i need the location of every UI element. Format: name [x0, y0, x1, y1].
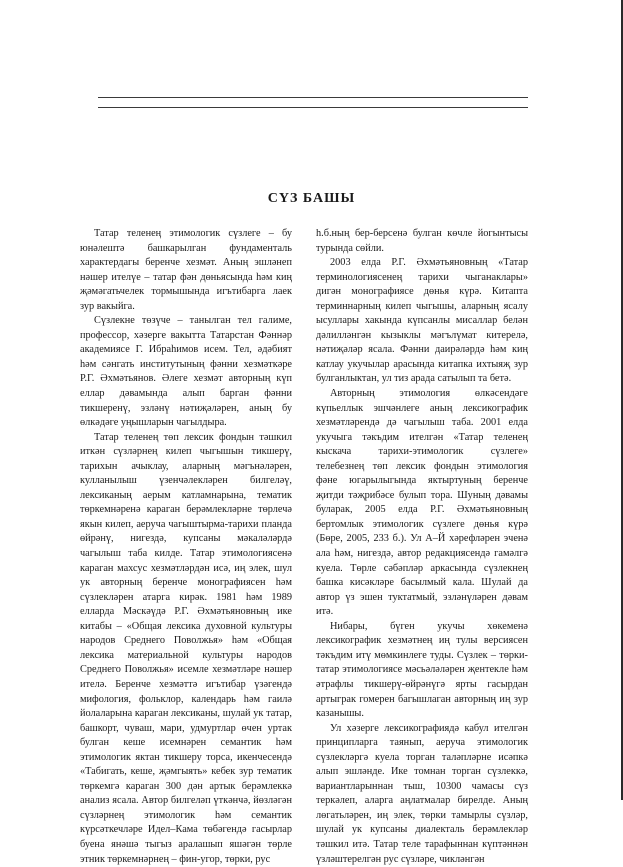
header-rule-bottom — [98, 107, 528, 108]
paragraph: Авторның этимология өлкәсендәге күпьеллык эшчәнлеге аның лексикографик хезмәтләрендә дә чагылыш таба. 2001 елда укучыга тәкъдим ителгән «Татар теленең кыскача тарихи-этимологик сүзлеге» телебезнең төп лексик фондын этимология фәне югарылыгында яктыртуның беренче җитди тәҗрибәсе булып тора. Шуның дәвамы буларак, 2005 елда Р.Г. Әхмәтьяновның бертомлык этимологик сүзлеге дөнья күрә (Бөре, 2005, 233 б.). Ул А–Й хәрефләрен эченә ала һәм, нигездә, автор редакциясендә гамәлгә куела. Төрле сәбәпләр аркасында сүзлекнең башка кисәкләре басылмый кала. Шулай да автор үз эшен туктатмый, эзләнүләрен дәвам итә. — [316, 388, 528, 618]
paragraph: 2003 елда Р.Г. Әхмәтьяновның «Татар терминологиясенең тарихи чыганаклары» дигән монографиясе дөнья күрә. Китапта терминнарның килеп чыгышы, аларның ясалу ысуллары хакында күпсанлы мисаллар белән дәлилләнгән кызыклы мәгълүмат китерелә, нәтиҗәләр ясала. Фәнни даирәләрдә һәм киң катлау укучылар арасында китапка ихтыяҗ зур булганлыктан, ул тиз арада сатылып та бетә. — [316, 257, 528, 385]
paragraph: Сүзлекне төзүче – танылган тел галиме, профессор, хәзерге вакытта Татарстан Фәннәр академиясе Г. Ибраһимов исем. Тел, әдәбият һәм сәнгать институтының фәнни хезмәткәре Р.Г. Әхмәтьянов. Әлеге хезмәт авторның күп еллар дәвамында алып барган фәнни тикшеренү, эзләнү нәтиҗәләрен, аның бу өлкәдәге уңышларын чагылдыра. — [80, 315, 292, 429]
paragraph: Ул хәзерге лексикографиядә кабул ителгән принципларга таянып, аеруча этимологик сүзлекләргә куела торган таләпләрне исәпкә алып эшләнде. Ике томнан торган сүзлеккә, вариантларыннан тыш, 10300 чамасы сүз теркәлеп, аларга аңлатмалар бирелде. Аның лөгатьләрен, иң элек, төрки тамырлы сүзләр, шулай ук купсаны диалекталь берәмлекләр тәшкил итә. Татар теле тарафыннан күптәннән үзләштерелгән рус сүзләре, чикләнгән — [316, 722, 528, 865]
paragraph: Татар теленең төп лексик фондын тәшкил иткән сүзләрнең килеп чыгышын тикшерү, тарихын ачыклау, аларның мәгънәләрен, кулланылыш үзенчәлекләрен билгеләү, лексиканың аерым катламнарына, тематик төркемнәренә караган берәмлекләрне төрлечә якын килеп, аеруча чагыштырма-тарихи планда өйрәнү, нигездә, купсаны мәкаләләрдә чагылыш таба килде. Татар этимологиясенә караган махсус хезмәтләрдән исә, иң элек, шул ук авторның беренче монографиясен һәм сүзлекләрен атарга кирәк. 1981 һәм 1989 елларда Мәскәүдә Р.Г. Әхмәтьяновның ике китабы – «Общая лексика духовной культуры народов Среднего Поволжья» һәм «Общая лексика материальной культуры народов Среднего Поволжья» исемле хезмәтләре нәшер ителә. Беренче хезмәттә игътибар үзәгендә мифология, фольклор, календарь һәм гаилә йолаларына караган лексиканы, шулай ук татар, башкорт, чуваш, мари, удмуртлар өчен уртак булган кеше исемнәрен семантик һәм этимологик яктан тикшеру торса, икенчесендә «Табигать, кеше, җәмгыять» кебек зур тематик төркемгә караган 300 дән артык берәмлеккә анализ ясала. Автор билгеләп үткәнчә, йөзләгән сүзләрнең этимологик һәм семантик күрсәткечләре Идел–Кама төбәгендә гасырлар буена янәшә тыгыз аралашып яшәгән төрле этник төркемнәрнең – фин-угор, төрки, рус — [80, 431, 292, 865]
right-column — [316, 227, 528, 867]
paragraph: h.б.ның бер-берсенә булган көчле йогынтысы турында сөйли. — [316, 228, 528, 254]
paragraph: Татар теленең этимологик сүзлеге – бу юнәлештә башкарылган фундаменталь характердагы беренче хезмәт. Аның эшләнеп нәшер ителүе – татар фән дөньясында һәм киң җәмәгатьчелек тормышында игътибарга лаек зур вакыйга. — [80, 228, 292, 312]
paragraph: Нибары, бүген укучы хөкеменә лексикографик хезмәтнең иң тулы версиясен тәкъдим итү мөмкинлеге туды. Сүзлек – төрки-татар этимологиясе мәсьәләләрен җентекле һәм әтрафлы тикшерү-өйрәнүгә ярты гасырдан артыграк гомерен багышлаган авторның иң зур казанышы. — [316, 620, 528, 720]
left-column — [80, 227, 292, 867]
page-title: СҮЗ БАШЫ — [267, 191, 356, 206]
header-rule-top — [98, 97, 528, 98]
